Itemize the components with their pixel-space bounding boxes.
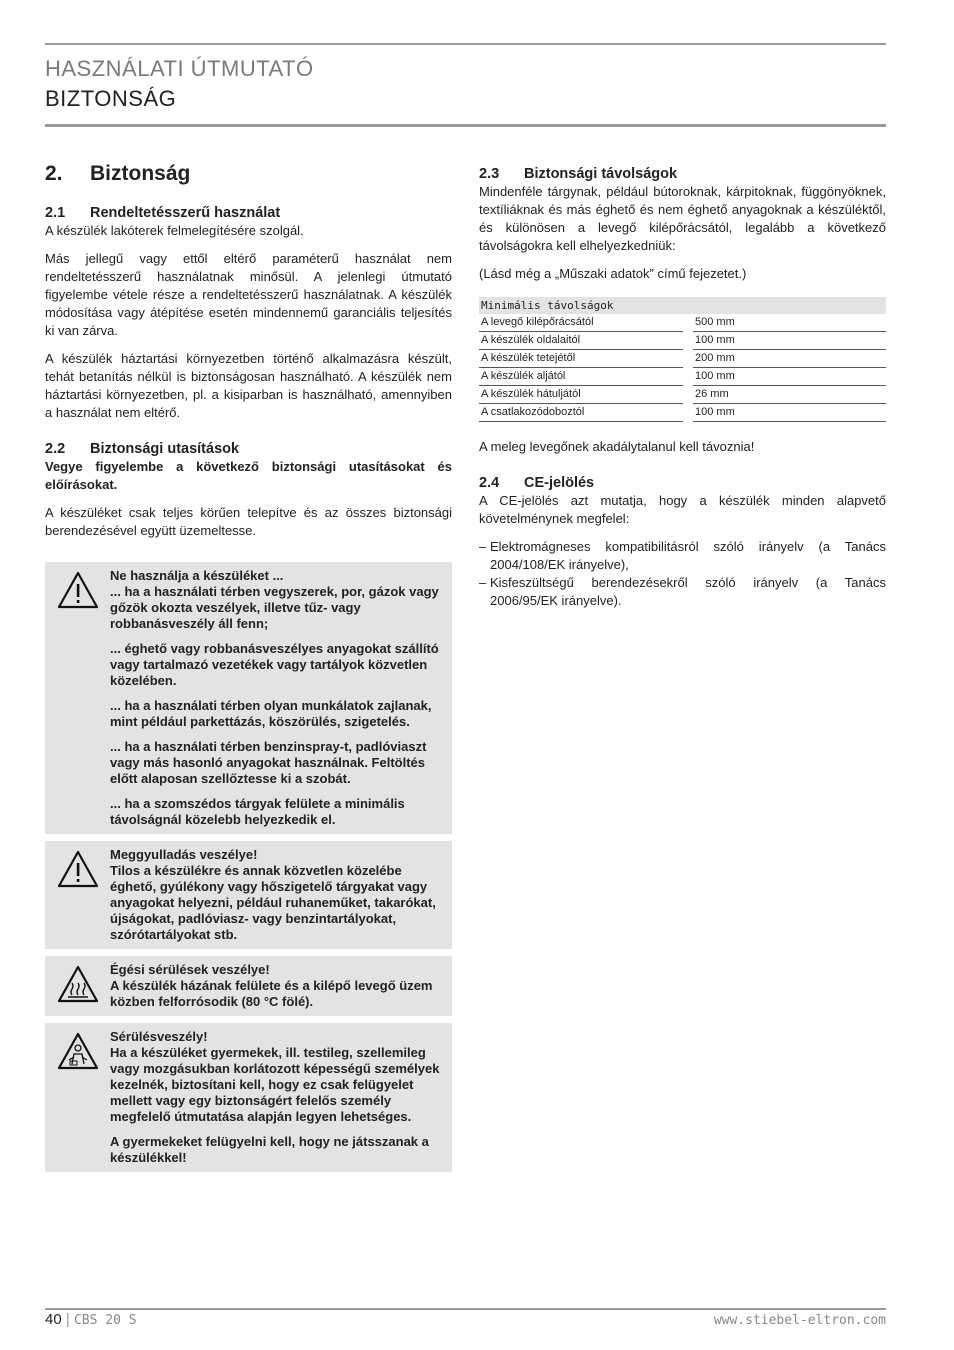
paragraph: (Lásd még a „Műszaki adatok” című fejezetet.) xyxy=(479,266,747,281)
warning-box-fire xyxy=(45,841,452,949)
paragraph-bold: Vegye figyelembe a következő biztonsági utasításokat és előírásokat. xyxy=(45,459,452,492)
warning-text: ... ha a szomszédos tárgyak felülete a minimális távolságnál közelebb helyezkedik el. xyxy=(110,796,405,827)
header-chapter: BIZTONSÁG xyxy=(45,86,177,111)
warning-text: Égési sérülések veszélye! A készülék házának felülete és a kilépő levegő üzem közben felforrósodik (80 °C fölé). xyxy=(110,962,433,1009)
table-cell-label: A készülék hátuljától xyxy=(479,386,683,404)
warning-text: Meggyulladás veszélye! Tilos a készülékre és annak közvetlen közelébe éghető, gyúlékony vagy hőszigetelő tárgyakat vagy anyagokat helyezni, például ruhaneműket, takarókat, újságokat, padlóviasz- vagy benzintartályokat, szórótartályokat stb. xyxy=(110,847,436,942)
table-cell-label: A készülék oldalaitól xyxy=(479,332,683,350)
table-header: Minimális távolságok xyxy=(479,297,886,314)
paragraph: Más jellegű vagy ettől eltérő paraméterű használat nem rendeltetésszerű használatnak minősül. A jelenlegi útmutató figyelembe vétele része a rendeltetésszerű használatnak. A készülék módosítása vagy átépítése esetén mindennemű garanciális teljesítés ki van zárva. xyxy=(45,251,452,338)
subsection-2-4-title: 2.4 CE-jelölés xyxy=(479,475,595,491)
list-item: – Kisfeszültségű berendezésekről szóló irányelv (a Tanács 2006/95/EK irányelve). xyxy=(479,575,886,608)
paragraph: A készülék lakóterek felmelegítésére szolgál. xyxy=(45,223,304,238)
table-row xyxy=(479,332,886,350)
page-number: 40 xyxy=(45,1311,62,1328)
warning-text: Sérülésveszély! Ha a készüléket gyermekek, ill. testileg, szellemileg vagy mozgásukban korlátozott képességű személyek kezelnék, biztosítani kell, hogy ez csak felügyelet mellett vagy egy biztonságért felelős személy megfelelő útmutatása alapján legyen lehetséges. xyxy=(110,1029,440,1124)
table-cell-value: 26 mm xyxy=(693,386,886,404)
table-row xyxy=(479,404,886,422)
warning-triangle-icon xyxy=(45,847,110,943)
warning-text: A gyermekeket felügyelni kell, hogy ne játsszanak a készülékkel! xyxy=(110,1134,429,1165)
warning-triangle-icon xyxy=(45,568,110,828)
section-title: 2. Biztonság xyxy=(45,162,191,185)
warning-text: Ne használja a készüléket ... ... ha a használati térben vegyszerek, por, gázok vagy gőzök okozta veszélyek, illetve tűz- vagy robbanásveszély áll fenn; xyxy=(110,568,439,631)
subsection-2-2-title: 2.2 Biztonsági utasítások xyxy=(45,441,240,457)
paragraph: Mindenféle tárgynak, például bútoroknak, kárpitoknak, függönyöknek, textíliáknak és más éghető és nem éghető anyagoknak a készüléktől, és különösen a levegő kilépőrácsától, legalább a következő távolságokra kell elhelyezkedniük: xyxy=(479,184,886,253)
table-cell-value: 200 mm xyxy=(693,350,886,368)
header-top-rule xyxy=(45,43,886,45)
table-cell-label: A csatlakozódoboztól xyxy=(479,404,683,422)
header-category: HASZNÁLATI ÚTMUTATÓ xyxy=(45,56,314,81)
warning-box-injury xyxy=(45,1023,452,1172)
table-cell-label: A készülék tetejétől xyxy=(479,350,683,368)
paragraph: A készülék háztartási környezetben történő alkalmazásra készült, tehát betanítás nélkül is biztonságosan használható. A készülék nem háztartási környezetben, pl. a kisiparban is használható, amennyiben a használat nem eltérő. xyxy=(45,351,452,420)
footer-rule xyxy=(45,1308,886,1310)
subsection-2-1-title: 2.1 Rendeltetésszerű használat xyxy=(45,205,281,221)
table-row xyxy=(479,368,886,386)
header-bottom-rule xyxy=(45,124,886,127)
subsection-2-3-title: 2.3 Biztonsági távolságok xyxy=(479,166,678,182)
warning-box-burn xyxy=(45,956,452,1016)
child-safety-icon xyxy=(45,1029,110,1166)
table-row xyxy=(479,386,886,404)
left-column xyxy=(45,162,452,1179)
list-item: – Elektromágneses kompatibilitásról szóló irányelv (a Tanács 2004/108/EK irányelve), xyxy=(479,539,886,572)
distance-table xyxy=(479,297,886,422)
warning-text: ... éghető vagy robbanásveszélyes anyagokat szállító vagy tartalmazó vezetékek vagy tartályok közvetlen közelében. xyxy=(110,641,439,688)
model-name: CBS 20 S xyxy=(73,1313,137,1328)
table-cell-value: 100 mm xyxy=(693,368,886,386)
table-cell-label: A levegő kilépőrácsától xyxy=(479,314,683,332)
table-row xyxy=(479,350,886,368)
warning-box-general xyxy=(45,562,452,834)
footer-left xyxy=(45,1311,137,1328)
paragraph: A meleg levegőnek akadálytalanul kell távoznia! xyxy=(479,439,755,454)
warning-text: ... ha a használati térben benzinspray-t, padlóviaszt vagy más hasonló anyagokat használnak. Feltöltés előtt alaposan szellőztesse ki a szobát. xyxy=(110,739,427,786)
table-cell-value: 100 mm xyxy=(693,404,886,422)
footer-url[interactable]: www.stiebel-eltron.com xyxy=(713,1313,886,1328)
right-column xyxy=(479,165,886,610)
paragraph: A készüléket csak teljes körűen telepítve és az összes biztonsági berendezésével együtt üzemeltesse. xyxy=(45,505,452,538)
table-cell-value: 500 mm xyxy=(693,314,886,332)
paragraph: A CE-jelölés azt mutatja, hogy a készülék minden alapvető követelménynek megfelel: xyxy=(479,493,886,526)
warning-text: ... ha a használati térben olyan munkálatok zajlanak, mint például parkettázás, köszörülés, szigetelés. xyxy=(110,698,432,729)
footer-separator: | xyxy=(65,1311,70,1328)
hot-surface-icon xyxy=(45,962,110,1010)
table-row xyxy=(479,314,886,332)
table-cell-label: A készülék aljától xyxy=(479,368,683,386)
table-cell-value: 100 mm xyxy=(693,332,886,350)
